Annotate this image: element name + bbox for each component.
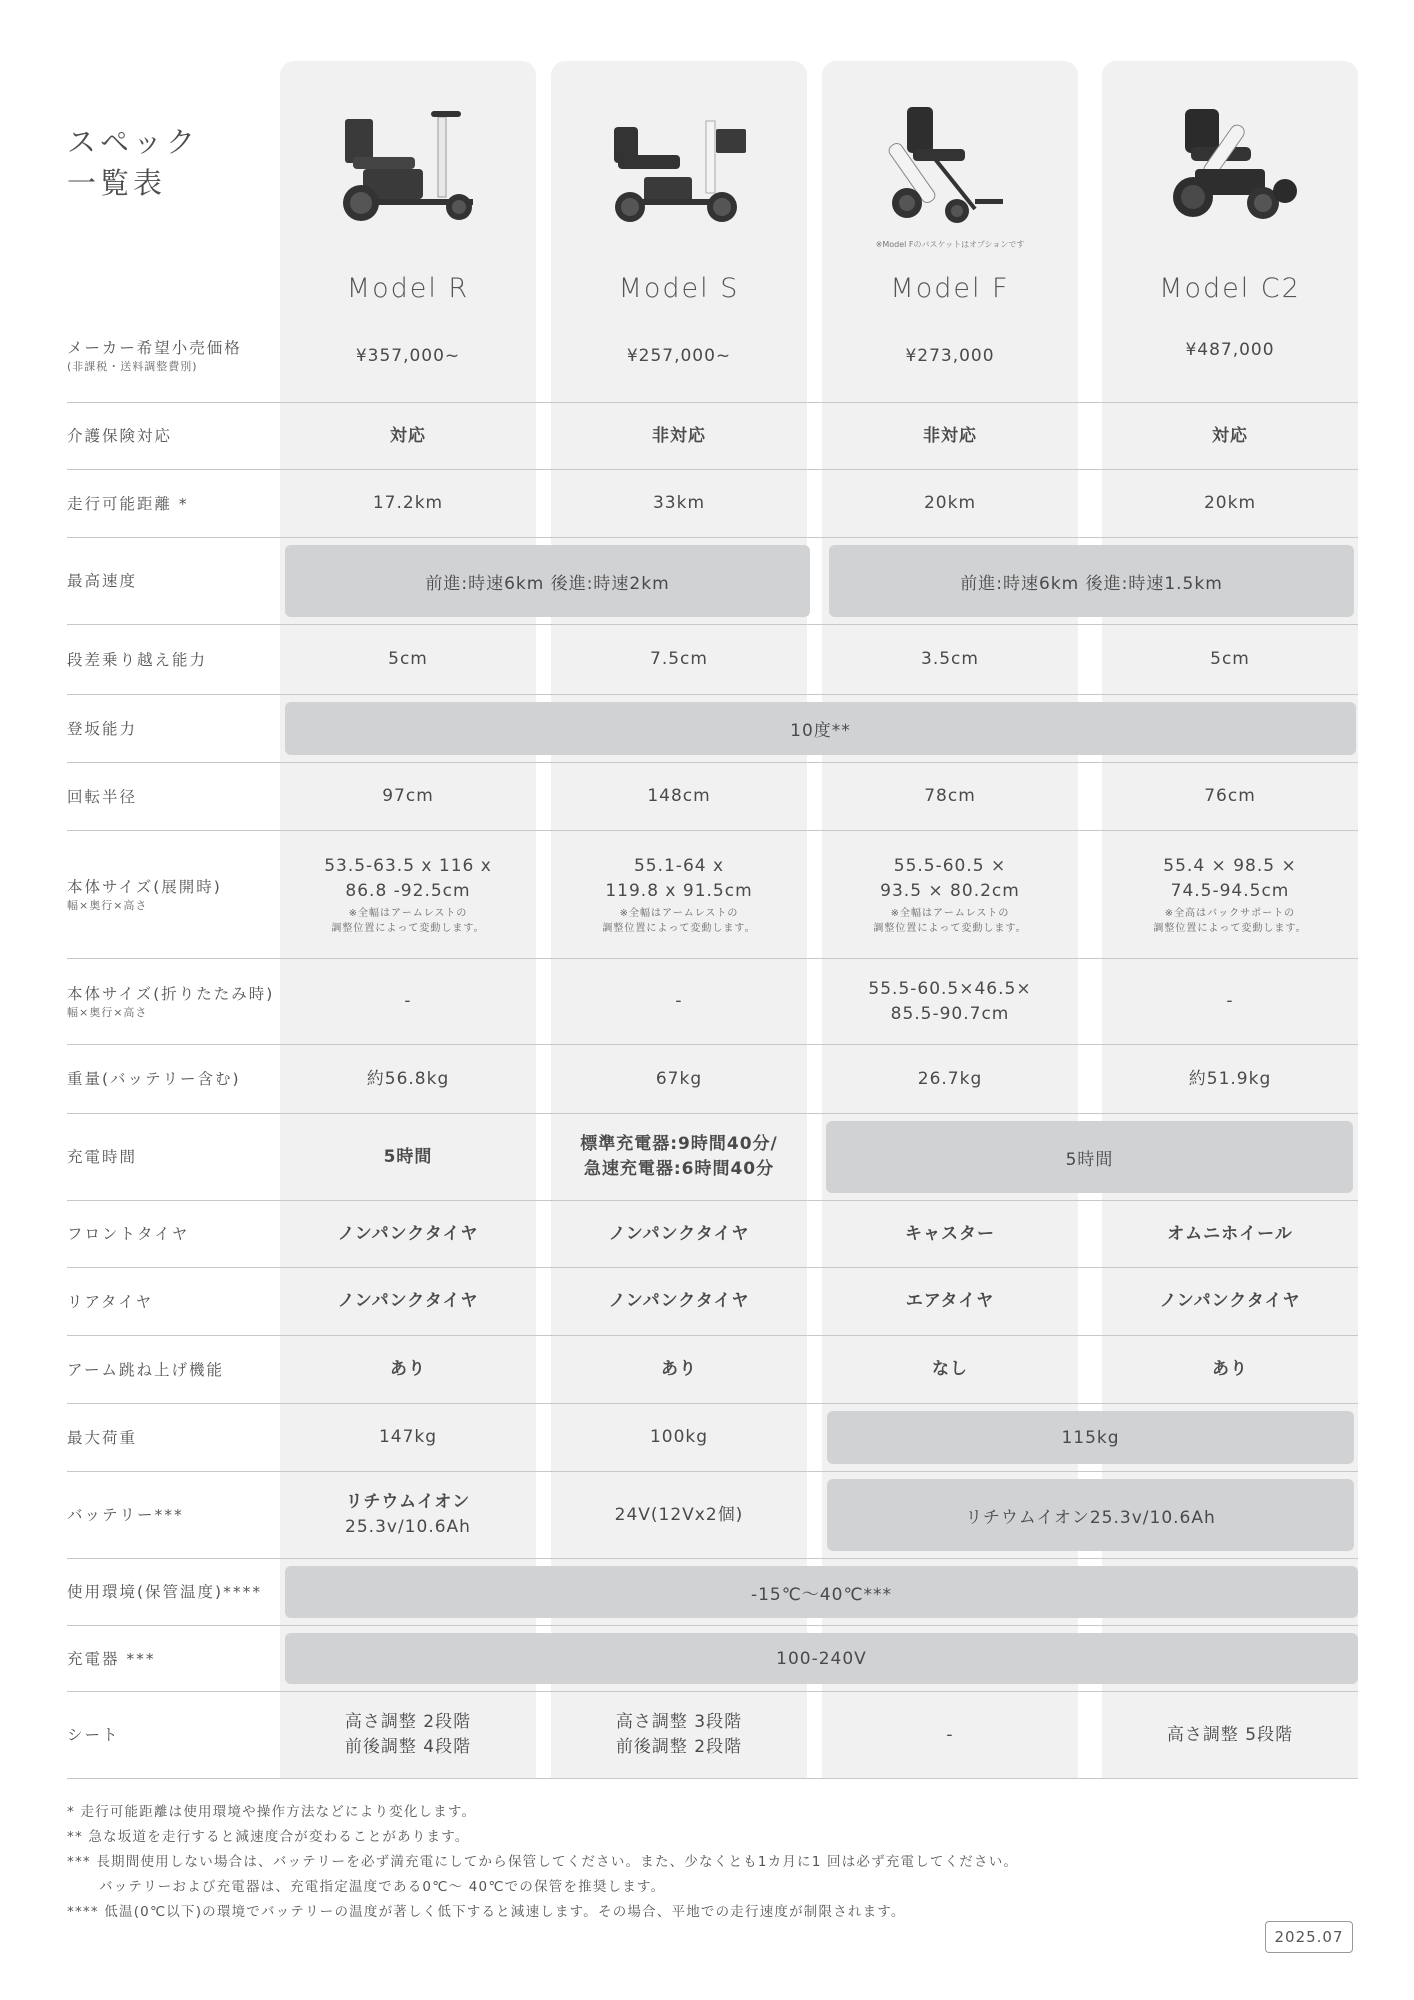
mobility-scooter-model-r-image <box>323 99 493 229</box>
cell-step-s: 7.5cm <box>650 649 708 669</box>
spec-row-rear-tire <box>67 1268 1358 1336</box>
cell-arm-flip-r: あり <box>390 1359 426 1379</box>
cell-price-c2: ¥487,000 <box>1185 339 1275 360</box>
cell-range-c2: 20km <box>1203 493 1257 513</box>
model-name: Model C2 <box>1159 273 1301 304</box>
cell-weight-r: 約56.8kg <box>366 1068 450 1089</box>
cell-weight-f: 26.7kg <box>917 1068 983 1089</box>
span-charger-all: 100-240V <box>285 1633 1358 1684</box>
span-climb-all: 10度** <box>285 702 1356 755</box>
cell-seat-c2: 高さ調整 5段階 <box>1166 1724 1294 1745</box>
spec-row-arm-flip <box>67 1336 1358 1404</box>
cell-size-folded-c2: - <box>1226 991 1234 1011</box>
row-label: 介護保険対応 <box>67 427 173 445</box>
row-label: 最高速度 <box>67 572 138 590</box>
cell-battery-r: リチウムイオン 25.3v/10.6Ah <box>345 1492 471 1537</box>
cell-front-tire-r: ノンパンクタイヤ <box>337 1223 479 1244</box>
cell-turning-c2: 76cm <box>1204 786 1256 806</box>
cell-battery-s: 24V(12Vx2個) <box>614 1504 744 1525</box>
cell-insurance-s: 非対応 <box>652 425 706 446</box>
spec-row-front-tire <box>67 1201 1358 1268</box>
row-label: シート <box>67 1726 120 1744</box>
span-max-speed-f-c2: 前進:時速6km 後進:時速1.5km <box>829 545 1354 617</box>
span-environment-all: -15℃〜40℃*** <box>285 1566 1358 1618</box>
cell-size-folded-s: - <box>675 991 683 1011</box>
spec-row-price <box>67 310 1358 403</box>
cell-seat-f: - <box>946 1724 954 1745</box>
cell-turning-s: 148cm <box>647 786 711 806</box>
row-label: 最大荷重 <box>67 1428 138 1447</box>
footnote-3: *** 長期間使用しない場合は、バッテリーを必ず満充電にしてから保管してください。また、少なくとも1カ月に1 回は必ず充電してください。 <box>67 1854 1019 1870</box>
cell-front-tire-s: ノンパンクタイヤ <box>608 1223 750 1244</box>
model-name: Model S <box>618 273 740 304</box>
cell-size-open-s: 55.1-64 x 119.8 x 91.5cm ※全幅はアームレストの 調整位置によって変動します。 <box>602 855 756 934</box>
spec-row-range <box>67 470 1358 538</box>
span-charge-time-f-c2: 5時間 <box>826 1121 1353 1193</box>
cell-price-f: ¥273,000 <box>905 345 995 366</box>
cell-arm-flip-f: なし <box>932 1359 968 1379</box>
span-battery-f-c2: リチウムイオン25.3v/10.6Ah <box>827 1479 1354 1551</box>
span-max-load-f-c2: 115kg <box>827 1411 1354 1464</box>
spec-row-battery <box>67 1472 1358 1559</box>
cell-turning-f: 78cm <box>924 786 976 806</box>
cell-seat-s: 高さ調整 3段階 前後調整 2段階 <box>615 1712 743 1757</box>
cell-arm-flip-s: あり <box>661 1359 697 1379</box>
cell-range-f: 20km <box>923 493 977 513</box>
footnote-3-continued: バッテリーおよび充電器は、充電指定温度である0℃〜 40℃での保管を推奨します。 <box>99 1879 666 1895</box>
cell-size-folded-f: 55.5-60.5×46.5× 85.5-90.7cm <box>868 978 1032 1024</box>
footnote-2: ** 急な坂道を走行すると減速度合が変わることがあります。 <box>67 1829 470 1845</box>
cell-arm-flip-c2: あり <box>1212 1359 1248 1379</box>
cell-step-f: 3.5cm <box>921 649 979 669</box>
spec-row-turning <box>67 763 1358 831</box>
cell-size-open-c2: 55.4 × 98.5 × 74.5-94.5cm ※全高はバックサポートの 調整位置によって変動します。 <box>1153 855 1307 934</box>
cell-weight-c2: 約51.9kg <box>1188 1068 1272 1089</box>
cell-front-tire-f: キャスター <box>905 1223 995 1244</box>
spec-row-charge-time <box>67 1114 1358 1201</box>
cell-size-open-r: 53.5-63.5 x 116 x 86.8 -92.5cm ※全幅はアームレストの 調整位置によって変動します。 <box>324 855 492 934</box>
model-name: Model R <box>346 273 470 304</box>
spec-row-environment <box>67 1559 1358 1626</box>
wheelchair-model-f-image <box>865 99 1035 229</box>
row-label: 充電時間 <box>67 1148 138 1166</box>
cell-insurance-r: 対応 <box>390 425 426 446</box>
spec-row-size-folded <box>67 959 1358 1045</box>
row-label: 登坂能力 <box>67 719 138 738</box>
cell-step-r: 5cm <box>388 649 428 669</box>
spec-row-seat <box>67 1692 1358 1779</box>
cell-size-open-f: 55.5-60.5 × 93.5 × 80.2cm ※全幅はアームレストの 調整位置によって変動します。 <box>873 855 1027 934</box>
cell-rear-tire-r: ノンパンクタイヤ <box>337 1291 479 1311</box>
row-label: メーカー希望小売価格 (非課税・送料調整費別) <box>67 339 242 373</box>
cell-rear-tire-c2: ノンパンクタイヤ <box>1159 1291 1301 1311</box>
cell-insurance-c2: 対応 <box>1212 425 1248 446</box>
row-label: 本体サイズ(展開時) 幅×奥行×高さ <box>67 877 222 912</box>
page-title <box>67 122 199 204</box>
row-label: 充電器 *** <box>67 1649 156 1668</box>
spec-row-max-load <box>67 1404 1358 1472</box>
cell-max-load-s: 100kg <box>649 1427 709 1447</box>
cell-price-s: ¥257,000~ <box>626 345 732 366</box>
model-f-basket-note: ※Model Fのバスケットはオプションです <box>875 240 1025 249</box>
version-badge: 2025.07 <box>1265 1921 1353 1953</box>
row-label: 使用環境(保管温度)**** <box>67 1583 263 1601</box>
cell-weight-s: 67kg <box>655 1068 703 1089</box>
row-label: 走行可能距離 * <box>67 494 189 513</box>
footnote-4: **** 低温(0℃以下)の環境でバッテリーの温度が著しく低下すると減速します。その場合、平地での走行速度が制限されます。 <box>67 1904 906 1920</box>
spec-row-max-speed <box>67 538 1358 625</box>
wheelchair-model-c2-image <box>1145 99 1315 229</box>
cell-range-r: 17.2km <box>372 493 444 513</box>
span-max-speed-r-s: 前進:時速6km 後進:時速2km <box>285 545 810 617</box>
spec-row-climb <box>67 695 1358 763</box>
row-label: 本体サイズ(折りたたみ時) 幅×奥行×高さ <box>67 984 275 1019</box>
row-label: 重量(バッテリー含む) <box>67 1070 241 1088</box>
footnote-1: * 走行可能距離は使用環境や操作方法などにより変化します。 <box>67 1804 477 1820</box>
spec-row-weight <box>67 1045 1358 1114</box>
model-name: Model F <box>890 273 1010 304</box>
spec-row-size-open <box>67 831 1358 959</box>
cell-insurance-f: 非対応 <box>923 425 977 446</box>
cell-step-c2: 5cm <box>1210 649 1250 669</box>
page-title-line2: 一覧表 <box>67 166 167 200</box>
cell-max-load-r: 147kg <box>378 1427 438 1447</box>
row-label: フロントタイヤ <box>67 1225 190 1243</box>
row-label: 回転半径 <box>67 787 138 806</box>
row-label: バッテリー*** <box>67 1506 184 1524</box>
cell-charge-time-r: 5時間 <box>383 1146 433 1167</box>
row-label: リアタイヤ <box>67 1292 154 1311</box>
cell-front-tire-c2: オムニホイール <box>1167 1223 1293 1244</box>
spec-row-insurance <box>67 403 1358 470</box>
page-title-line1: スペック <box>67 125 200 159</box>
cell-rear-tire-f: エアタイヤ <box>905 1291 995 1311</box>
cell-range-s: 33km <box>652 493 706 513</box>
row-label: アーム跳ね上げ機能 <box>67 1360 225 1379</box>
cell-rear-tire-s: ノンパンクタイヤ <box>608 1291 750 1311</box>
footnotes <box>67 1800 1018 1925</box>
spec-row-step <box>67 625 1358 695</box>
mobility-scooter-model-s-image <box>594 99 764 229</box>
cell-size-folded-r: - <box>404 991 412 1011</box>
cell-seat-r: 高さ調整 2段階 前後調整 4段階 <box>344 1712 472 1757</box>
cell-charge-time-s: 標準充電器:9時間40分/ 急速充電器:6時間40分 <box>580 1134 778 1179</box>
spec-row-charger <box>67 1626 1358 1692</box>
cell-price-r: ¥357,000~ <box>355 345 461 366</box>
cell-turning-r: 97cm <box>382 786 434 806</box>
row-label: 段差乗り越え能力 <box>67 650 208 669</box>
